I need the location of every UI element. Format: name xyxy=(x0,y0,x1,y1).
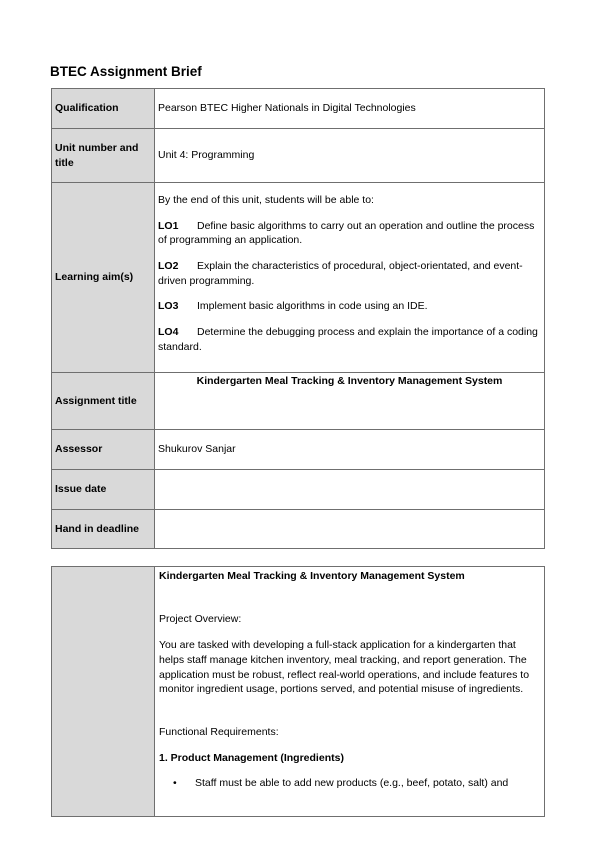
lo-code: LO3 xyxy=(158,300,179,313)
project-content xyxy=(155,567,545,817)
lo-code: LO2 xyxy=(158,260,179,273)
lo-code: LO1 xyxy=(158,219,179,232)
deadline-value xyxy=(155,510,545,549)
lo-code: LO4 xyxy=(158,326,179,339)
project-description-table xyxy=(51,566,545,817)
qualification-value: Pearson BTEC Higher Nationals in Digital Technologies xyxy=(155,89,545,129)
project-title: Kindergarten Meal Tracking & Inventory Management System xyxy=(159,570,465,582)
learning-aims-intro: By the end of this unit, students will be able to: xyxy=(158,194,374,206)
qualification-row xyxy=(52,89,545,129)
lo-text: Define basic algorithms to carry out an operation and outline the process of programming an application. xyxy=(158,219,535,247)
unit-label: Unit number and title xyxy=(52,129,155,183)
overview-heading: Project Overview: xyxy=(159,612,242,625)
learning-outcome-4 xyxy=(158,325,541,354)
issue-date-label: Issue date xyxy=(52,470,155,510)
learning-aims-label: Learning aim(s) xyxy=(52,183,155,373)
project-row xyxy=(52,567,545,817)
lo-text: Explain the characteristics of procedural, object-orientated, and event-driven programming. xyxy=(158,260,523,287)
issue-date-value xyxy=(155,470,545,510)
deadline-row xyxy=(52,510,545,549)
assignment-brief-table xyxy=(51,88,545,549)
learning-aims-row xyxy=(52,183,545,373)
bullet-text: Staff must be able to add new products (e.g., beef, potato, salt) and xyxy=(195,776,509,789)
learning-outcome-2 xyxy=(158,259,541,288)
document-title: BTEC Assignment Brief xyxy=(50,64,202,79)
assessor-row xyxy=(52,430,545,470)
assignment-title-row xyxy=(52,373,545,430)
assessor-value: Shukurov Sanjar xyxy=(155,430,545,470)
bullet-icon: • xyxy=(173,776,177,789)
assessor-label: Assessor xyxy=(52,430,155,470)
issue-date-row xyxy=(52,470,545,510)
assignment-title-value: Kindergarten Meal Tracking & Inventory Management System xyxy=(155,373,545,430)
lo-text: Implement basic algorithms in code using an IDE. xyxy=(197,300,428,313)
learning-aims-value xyxy=(155,183,545,373)
learning-outcome-3 xyxy=(158,299,541,314)
overview-text: You are tasked with developing a full-stack application for a kindergarten that helps staff manage kitchen inventory, meal tracking, and report generation. The application must be robust, reflect real-world operations, and include features to monitor ingredient usage, portions served, and potential misuse of ingredients. xyxy=(159,639,530,696)
section1-heading: 1. Product Management (Ingredients) xyxy=(159,751,344,764)
unit-value: Unit 4: Programming xyxy=(155,129,545,183)
unit-row xyxy=(52,129,545,183)
list-item xyxy=(159,776,540,791)
lo-text: Determine the debugging process and explain the importance of a coding standard. xyxy=(158,326,538,353)
requirements-heading: Functional Requirements: xyxy=(159,726,279,739)
project-side-cell xyxy=(52,567,155,817)
qualification-label: Qualification xyxy=(52,89,155,129)
deadline-label: Hand in deadline xyxy=(52,510,155,549)
assignment-title-label: Assignment title xyxy=(52,373,155,430)
learning-outcome-1 xyxy=(158,219,541,248)
